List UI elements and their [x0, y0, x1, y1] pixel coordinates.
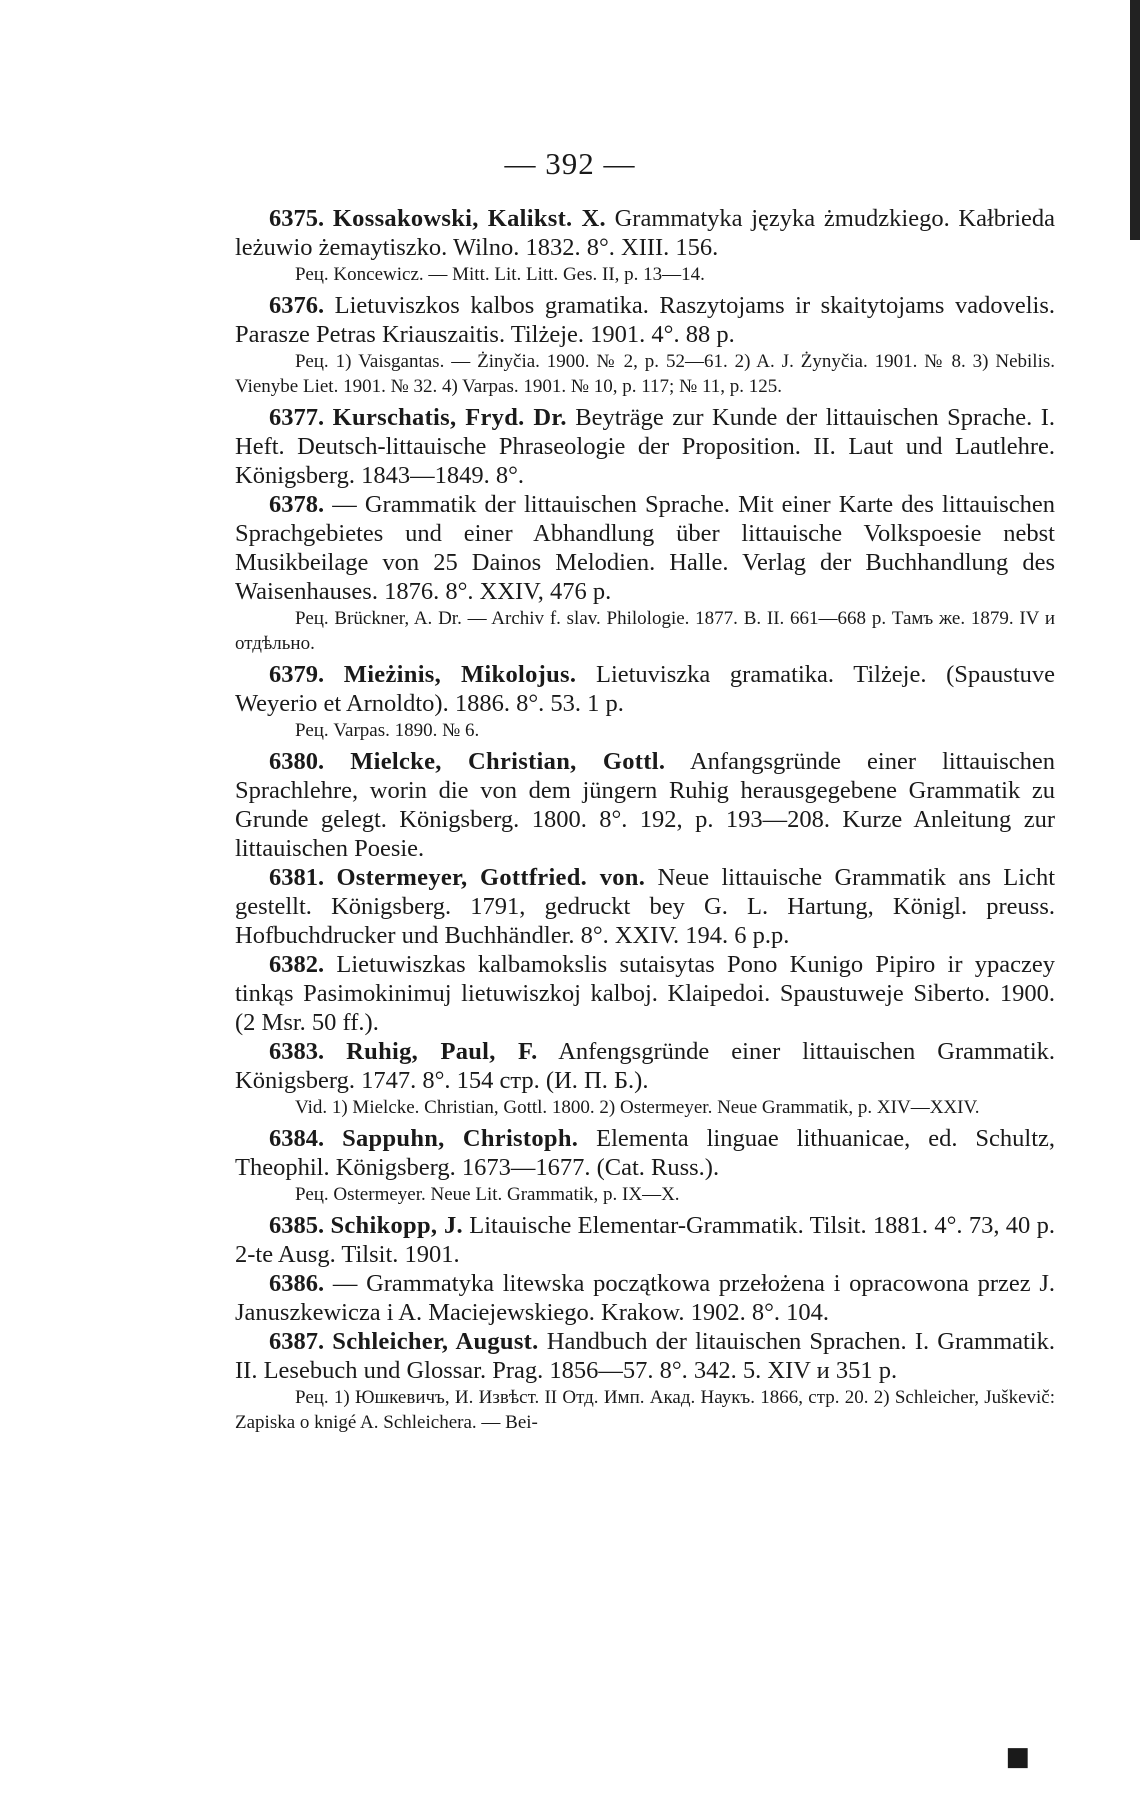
entry-review: Рец. 1) Vaisgantas. — Żinyčia. 1900. № 2, p. 52—61. 2) A. J. Żynyčia. 1901. № 8. 3) Nebilis. Vienybe Liet. 1901. № 32. 4) Varpas. 1901. № 10, p. 117; № 11, p. 125. — [235, 351, 1055, 397]
entry-text — [235, 1269, 1055, 1327]
corner-mark: ■ — [1005, 1742, 1030, 1772]
entry-author: Sappuhn, Christoph. — [342, 1125, 579, 1152]
entry-author: Mielcke, Christian, Gottl. — [350, 748, 666, 775]
entry-body: Beyträge zur Kunde der littauischen Sprache. I. Heft. Deutsch-littauische Phraseologie der Proposition. II. Laut und Lautlehre. Königsberg. 1843—1849. 8°. — [235, 404, 1056, 489]
entry-6375 — [235, 204, 1055, 287]
entry-author: Kossakowski, Kalikst. X. — [332, 205, 606, 232]
entry-review: Рец. Koncewicz. — Mitt. Lit. Litt. Ges. II, p. 13—14. — [295, 264, 705, 285]
entry-number: 6379. — [269, 661, 325, 688]
entry-body: — Grammatik der littauischen Sprache. Mit einer Karte des littauischen Sprachgebietes und einer Abhandlung über littauische Volkspoesie nebst Musikbeilage von 25 Dainos Melodien. Halle. Verlag der Buchhandlung des Waisenhauses. 1876. 8°. XXIV, 476 p. — [235, 491, 1055, 605]
entry-6384 — [235, 1124, 1055, 1207]
entry-review: Рец. Ostermeyer. Neue Lit. Grammatik, p. IX—X. — [295, 1184, 680, 1205]
entry-6378 — [235, 490, 1055, 656]
entry-body: — Grammatyka litewska początkowa przełożena i opracowona przez J. Januszkewicza i A. Maciejewskiego. Krakow. 1902. 8°. 104. — [235, 1270, 1055, 1326]
entry-text — [235, 204, 1055, 262]
entry-body: Neue littauische Grammatik ans Licht gestellt. Königsberg. 1791, gedruckt bey G. L. Hartung, Königl. preuss. Hofbuchdrucker und Buchhändler. 8°. XXIV. 194. 6 p.p. — [235, 864, 1056, 949]
entry-6377 — [235, 403, 1055, 490]
entry-text — [235, 403, 1055, 490]
bibliography-content — [235, 204, 1055, 1439]
entry-6380 — [235, 747, 1055, 863]
entry-text — [235, 950, 1055, 1037]
entry-author: Ruhig, Paul, F. — [346, 1038, 538, 1065]
entry-text — [235, 1327, 1055, 1385]
entry-body: Handbuch der litauischen Sprachen. I. Grammatik. II. Lesebuch und Glossar. Prag. 1856—57. 8°. 342. 5. XIV и 351 p. — [235, 1328, 1055, 1384]
entry-review: Рец. Brückner, A. Dr. — Archiv f. slav. Philologie. 1877. B. II. 661—668 p. Тамъ же. 1879. IV и отдѣльно. — [235, 608, 1055, 654]
entry-body: Elementa linguae lithuanicae, ed. Schultz, Theophil. Königsberg. 1673—1677. (Cat. Russ.). — [235, 1125, 1056, 1181]
entry-number: 6377. — [269, 404, 325, 431]
entry-body: Anfengsgründe einer littauischen Grammatik. Königsberg. 1747. 8°. 154 стр. (И. П. Б.). — [235, 1038, 1055, 1094]
entry-number: 6378. — [269, 491, 325, 518]
entry-body: Anfangsgründe einer littauischen Sprachlehre, worin die von dem jüngern Ruhig herausgegebene Grammatik zu Grunde gelegt. Königsberg. 1800. 8°. 192, p. 193—208. Kurze Anleitung zur littauischen Poesie. — [235, 748, 1056, 862]
entry-author: Schikopp, J. — [330, 1212, 463, 1239]
entry-author: Kurschatis, Fryd. Dr. — [332, 404, 567, 431]
entry-author: Mieżinis, Mikolojus. — [343, 661, 577, 688]
entry-body: Lietuviszkos kalbos gramatika. Raszytojams ir skaitytojams vadovelis. Parasze Petras Kriauszaitis. Tilżeje. 1901. 4°. 88 p. — [235, 292, 1055, 348]
page-number: — 392 — — [504, 146, 636, 181]
entry-number: 6383. — [269, 1038, 325, 1065]
entry-text — [235, 1037, 1055, 1095]
entry-number: 6376. — [269, 292, 325, 319]
entry-text — [235, 1211, 1055, 1269]
entry-text — [235, 863, 1055, 950]
entry-number: 6382. — [269, 951, 325, 978]
entry-6376 — [235, 291, 1055, 399]
entry-body: Lietuwiszkas kalbamokslis sutaisytas Pono Kunigo Pipiro ir ypaczey tinkąs Pasimokinimuj lietuwiszkoj kalboj. Klaipedoi. Spaustuweje Siberto. 1900. (2 Msr. 50 ff.). — [235, 951, 1056, 1036]
entry-6385 — [235, 1211, 1055, 1269]
entry-body: Litauische Elementar-Grammatik. Tilsit. 1881. 4°. 73, 40 p. 2-te Ausg. Tilsit. 1901. — [235, 1212, 1055, 1268]
entry-text — [235, 1124, 1055, 1182]
entry-body: Grammatyka języka żmudzkiego. Kałbrieda leżuwio żemaytiszko. Wilno. 1832. 8°. XIII. 156. — [235, 205, 1055, 261]
entry-number: 6387. — [269, 1328, 325, 1355]
entry-number: 6386. — [269, 1270, 325, 1297]
entry-6387 — [235, 1327, 1055, 1435]
entry-author: Schleicher, August. — [332, 1328, 539, 1355]
entry-6379 — [235, 660, 1055, 743]
entry-number: 6384. — [269, 1125, 325, 1152]
entry-6381 — [235, 863, 1055, 950]
entry-6382 — [235, 950, 1055, 1037]
entry-number: 6385. — [269, 1212, 325, 1239]
entry-text — [235, 291, 1055, 349]
entry-review: Рец. 1) Юшкевичъ, И. Извѣст. II Отд. Имп. Акад. Наукъ. 1866, стр. 20. 2) Schleicher, Juškevič: Zapiska o knigé A. Schleichera. — Bei- — [235, 1387, 1055, 1433]
entry-number: 6375. — [269, 205, 325, 232]
entry-text — [235, 660, 1055, 718]
entry-author: Ostermeyer, Gottfried. von. — [336, 864, 646, 891]
entry-text — [235, 490, 1055, 606]
entry-number: 6380. — [269, 748, 325, 775]
entry-text — [235, 747, 1055, 863]
entry-review: Vid. 1) Mielcke. Christian, Gottl. 1800. 2) Ostermeyer. Neue Grammatik, p. XIV—XXIV. — [295, 1097, 980, 1118]
entry-body: Lietuviszka gramatika. Tilżeje. (Spaustuve Weyerio et Arnoldto). 1886. 8°. 53. 1 p. — [235, 661, 1056, 717]
entry-6386 — [235, 1269, 1055, 1327]
entry-6383 — [235, 1037, 1055, 1120]
scan-edge-bar — [1130, 0, 1140, 240]
entry-number: 6381. — [269, 864, 325, 891]
entry-review: Рец. Varpas. 1890. № 6. — [295, 720, 480, 741]
